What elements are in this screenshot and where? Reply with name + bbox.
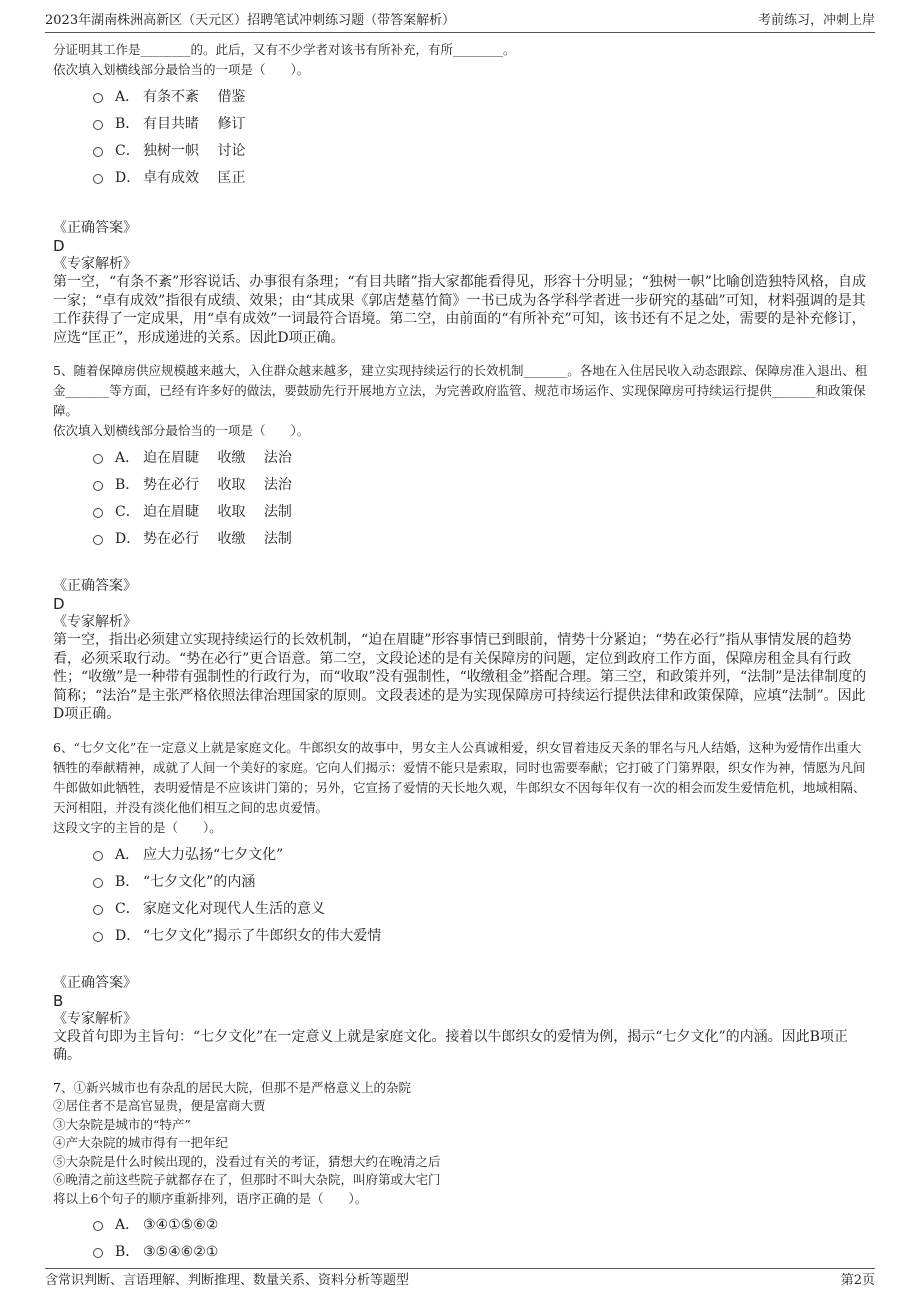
page-header (45, 10, 875, 33)
radio-icon[interactable] (93, 1221, 103, 1231)
option-b[interactable]: B． 有目共睹 修订 (53, 111, 871, 138)
options-list (53, 84, 871, 192)
option-a[interactable]: A． 应大力弘扬“七夕文化” (53, 842, 871, 869)
question-4 (53, 40, 871, 347)
option-a[interactable]: A． 有条不紊 借鉴 (53, 84, 871, 111)
option-a[interactable]: A． ③④①⑤⑥② (53, 1212, 871, 1239)
question-prompt: 依次填入划横线部分最恰当的一项是（ ）。 (53, 423, 310, 438)
radio-icon[interactable] (93, 535, 103, 545)
option-d[interactable]: D． 势在必行 收缴 法制 (53, 526, 871, 553)
radio-icon[interactable] (93, 932, 103, 942)
question-6 (53, 738, 871, 1065)
question-prompt: 依次填入划横线部分最恰当的一项是（ ）。 (53, 62, 310, 77)
option-d[interactable]: D． 卓有成效 匡正 (53, 165, 871, 192)
answer-value: D (53, 237, 65, 255)
sentence-item: ③大杂院是城市的“特产” (53, 1116, 191, 1132)
sentence-item: ②居住者不是高官显贵，便是富商大贾 (53, 1098, 266, 1113)
page-content (53, 40, 871, 1266)
question-prompt: 这段文字的主旨的是（ ）。 (53, 819, 222, 835)
explanation-text: 第一空，“有条不紊”形容说话、办事很有条理；“有目共睹”指大家都能看得见，形容十分明显；“独树一帜”比喻创造独特风格，自成一家；“卓有成效”指很有成绩、效果；由“其成果《郭店楚墓竹简》一书已成为各学科学者进一步研究的基础”可知，材料强调的是其工作获得了一定成果，用“卓有成效”一词最符合语境。第二空，由前面的“有所补充”可知，该书还有不足之处，需要的是补充修订，应选“匡正”，形成递进的关系。因此D项正确。 (53, 274, 866, 346)
radio-icon[interactable] (93, 481, 103, 491)
radio-icon[interactable] (93, 878, 103, 888)
options-list (53, 842, 871, 950)
question-7 (53, 1079, 871, 1267)
options-list (53, 1212, 871, 1266)
option-b[interactable]: B． “七夕文化”的内涵 (53, 869, 871, 896)
option-c[interactable]: C． 家庭文化对现代人生活的意义 (53, 896, 871, 923)
header-slogan: 考前练习，冲刺上岸 (757, 13, 875, 28)
question-prompt: 将以上6个句子的顺序重新排列，语序正确的是（ ）。 (53, 1190, 368, 1206)
question-stem: 5、随着保障房供应规模越来越大，入住群众越来越多，建立实现持续运行的长效机制_______。各地在入住居民收入动态跟踪、保障房准入退出、租金_______等方面，已经有许多好的做法，要鼓励先行开展地方立法，为完善政府监管、规范市场运作、实现保障房可持续运行提供_______和政策保障。 (53, 363, 868, 418)
option-b[interactable]: B． 势在必行 收取 法治 (53, 472, 871, 499)
radio-icon[interactable] (93, 1248, 103, 1258)
explanation-text: 文段首句即为主旨句：“七夕文化”在一定意义上就是家庭文化。接着以牛郎织女的爱情为例，揭示“七夕文化”的内涵。因此B项正确。 (53, 1028, 848, 1063)
answer-label: 《正确答案》 (53, 220, 137, 236)
radio-icon[interactable] (93, 120, 103, 130)
option-c[interactable]: C． 迫在眉睫 收取 法制 (53, 499, 871, 526)
footer-note: 含常识判断、言语理解、判断推理、数量关系、资料分析等题型 (45, 1273, 410, 1288)
answer-label: 《正确答案》 (53, 974, 137, 991)
page-number: 第2页 (840, 1273, 875, 1288)
question-stem: 7、①新兴城市也有杂乱的居民大院，但那不是严格意义上的杂院 (53, 1079, 411, 1095)
question-stem: 6、“七夕文化”在一定意义上就是家庭文化。牛郎织女的故事中，男女主人公真诚相爱，织女冒着违反天条的罪名与凡人结婚，这种为爱情作出重大牺牲的奉献精神，成就了人间一个美好的家庭。它向人们揭示：爱情不能只是索取，同时也需要奉献；它打破了门第界限，织女作为神，情愿为凡间牛郎做如此牺牲，表明爱情是不应该讲门第的；另外，它宣扬了爱情的天长地久观，牛郎织女不因每年仅有一次的相会而发生爱情危机，地域相隔、天河相阻，并没有淡化他们相互之间的忠贞爱情。 (53, 739, 866, 815)
sentence-item: ⑥晚清之前这些院子就都存在了，但那时不叫大杂院，叫府第或大宅门 (53, 1172, 441, 1187)
radio-icon[interactable] (93, 454, 103, 464)
radio-icon[interactable] (93, 93, 103, 103)
option-c[interactable]: C． 独树一帜 讨论 (53, 138, 871, 165)
radio-icon[interactable] (93, 905, 103, 915)
explanation-label: 《专家解析》 (53, 614, 137, 630)
radio-icon[interactable] (93, 508, 103, 518)
radio-icon[interactable] (93, 147, 103, 157)
answer-value: D (53, 595, 65, 613)
sentence-item: ④产大杂院的城市得有一把年纪 (53, 1135, 229, 1150)
header-title: 2023年湖南株洲高新区（天元区）招聘笔试冲刺练习题（带答案解析） (45, 13, 456, 28)
question-5 (53, 361, 871, 724)
radio-icon[interactable] (93, 851, 103, 861)
page-footer (45, 1268, 875, 1291)
options-list (53, 445, 871, 553)
radio-icon[interactable] (93, 174, 103, 184)
explanation-label: 《专家解析》 (53, 256, 137, 272)
answer-value: B (53, 991, 64, 1010)
explanation-text: 第一空，指出必须建立实现持续运行的长效机制，“迫在眉睫”形容事情已到眼前，情势十分紧迫；“势在必行”指从事情发展的趋势看，必须采取行动。“势在必行”更合语意。第二空，文段论述的是有关保障房的问题，定位到政府工作方面，保障房租金具有行政性；“收缴”是一种带有强制性的行政行为，而“收取”没有强制性，“收缴租金”搭配合理。第三空，和政策并列，“法制”是法律制度的简称；“法治”是主张严格依照法律治理国家的原则。文段表述的是为实现保障房可持续运行提供法律和政策保障，应填“法制”。因此D项正确。 (53, 632, 867, 722)
answer-label: 《正确答案》 (53, 578, 137, 594)
sentence-item: ⑤大杂院是什么时候出现的，没看过有关的考证，猜想大约在晚清之后 (53, 1153, 441, 1169)
option-b[interactable]: B． ③⑤④⑥②① (53, 1239, 871, 1266)
option-d[interactable]: D． “七夕文化”揭示了牛郎织女的伟大爱情 (53, 923, 871, 950)
option-a[interactable]: A． 迫在眉睫 收缴 法治 (53, 445, 871, 472)
explanation-label: 《专家解析》 (53, 1010, 137, 1027)
question-stem: 分证明其工作是________的。此后，又有不少学者对该书有所补充，有所________。 (53, 42, 516, 57)
